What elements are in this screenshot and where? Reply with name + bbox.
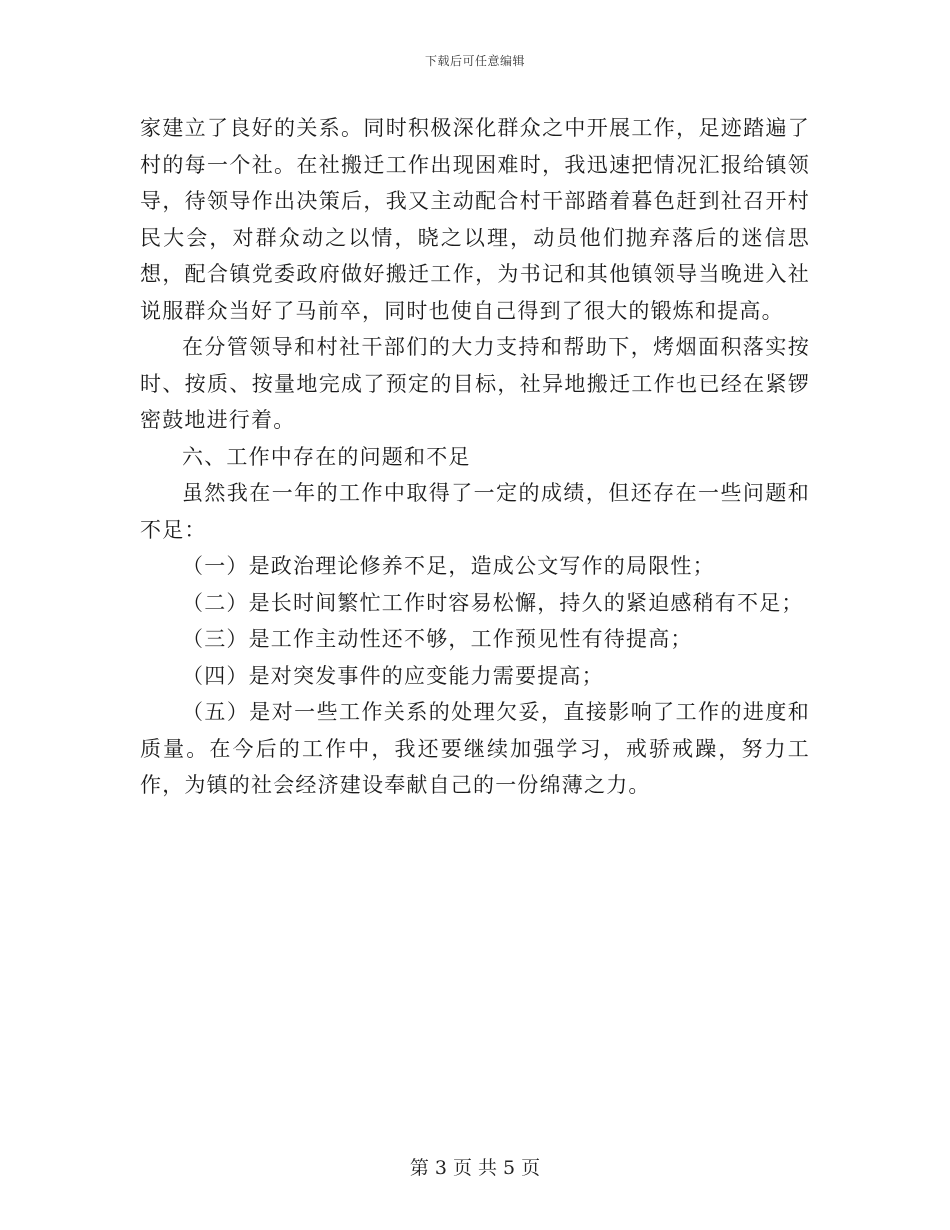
paragraph-continuation: 家建立了良好的关系。同时积极深化群众之中开展工作，足迹踏遍了村的每一个社。在社搬迁工作出现困难时，我迅速把情况汇报给镇领导，待领导作出决策后，我又主动配合村干部踏着暮色赶到社召开村民大会，对群众动之以情，晓之以理，动员他们抛弃落后的迷信思想，配合镇党委政府做好搬迁工作，为书记和其他镇领导当晚进入社说服群众当好了马前卒，同时也使自己得到了很大的锻炼和提高。: [140, 116, 810, 323]
paragraph-support: 在分管领导和村社干部们的大力支持和帮助下，烤烟面积落实按时、按质、按量地完成了预定的目标，社异地搬迁工作也已经在紧锣密鼓地进行着。: [140, 335, 810, 432]
page-header-note: 下载后可任意编辑: [424, 54, 525, 68]
list-item-problem-1: （一）是政治理论修养不足，造成公文写作的局限性；: [182, 554, 715, 578]
paragraph-problems-intro: 虽然我在一年的工作中取得了一定的成绩，但还存在一些问题和不足：: [140, 481, 810, 542]
list-item-problem-5: （五）是对一些工作关系的处理欠妥，直接影响了工作的进度和质量。在今后的工作中，我还要继续加强学习，戒骄戒躁，努力工作，为镇的社会经济建设奉献自己的一份绵薄之力。: [140, 700, 810, 797]
page-number-label: 第 3 页 共 5 页: [409, 1157, 541, 1179]
list-item-problem-4: （四）是对突发事件的应变能力需要提高；: [182, 663, 604, 688]
list-item-problem-2: （二）是长时间繁忙工作时容易松懈，持久的紧迫感稍有不足；: [182, 590, 804, 615]
list-item-problem-3: （三）是工作主动性还不够，工作预见性有待提高；: [182, 627, 693, 651]
section-heading-problems: 六、工作中存在的问题和不足: [182, 444, 471, 469]
document-body: [140, 110, 810, 804]
page-number-footer: [0, 1153, 950, 1180]
